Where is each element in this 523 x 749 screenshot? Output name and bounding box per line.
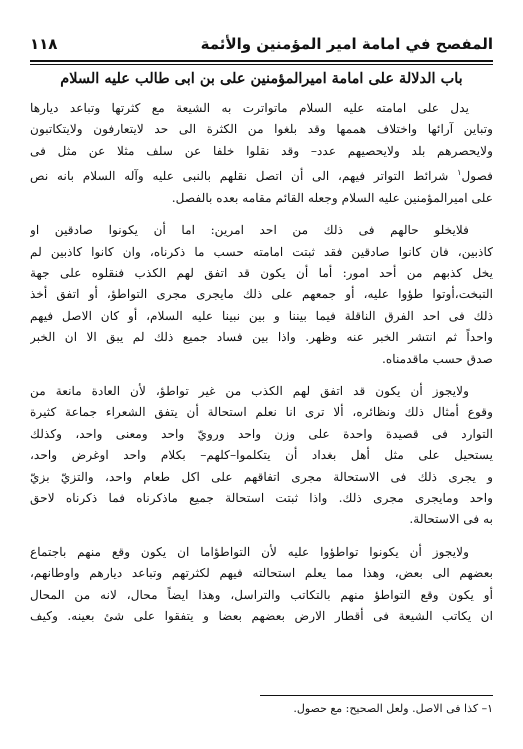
running-title: المفصح في امامة امير المؤمنين والأئمة bbox=[200, 35, 493, 53]
header-rule-thin bbox=[30, 64, 493, 65]
text-line: التبخت،أوتوا طؤوا عليه، أو جمعهم على ذلك مايجرى مجرى التواطؤ، أو اتفق أخذ bbox=[30, 287, 493, 302]
text-line: ولايجوز أن يكون قد اتفق لهم الكذب من غير تواطؤ، لأن العادة مانعة من bbox=[30, 383, 469, 398]
text-line: و يجرى ذلك فى الاستحالة مجرى اتفاقهم على اكل طعام واحد، والتزيّ بزيّ bbox=[30, 469, 493, 484]
text-line: ولايحصرهم بلد ولايحصيهم عدد– وقد نقلوا خلفا عن سلف مثلا عن مثل فى bbox=[30, 143, 493, 158]
text-line: أو يكون وقع التواطؤ منهم بالتكاتب والتراسل، وهذا ايضاً محال، لانه من المحال bbox=[30, 587, 493, 602]
text-line: صدق حسب ماقدمناه. bbox=[382, 351, 493, 366]
paragraph-1 bbox=[30, 98, 493, 209]
text-line: وتباين آرائها واختلاف هممها وقد بلغوا من الكثرة الى حد لايتعارفون ولايتكاتبون bbox=[30, 122, 493, 137]
text-line-with-footnote-mark bbox=[30, 162, 493, 187]
paragraph-4 bbox=[30, 542, 493, 628]
text-line: ولايجوز أن يكونوا تواطؤوا عليه لأن التواطؤاما ان يكون وقع منهم باجتماع bbox=[30, 544, 469, 559]
paragraph-3 bbox=[30, 381, 493, 531]
running-header bbox=[30, 32, 493, 56]
text-line: يدل على امامته عليه السلام ماتواترت به الشيعة مع كثرتها وتباعد ديارها bbox=[30, 101, 469, 115]
footnote-mark: ١ bbox=[457, 168, 462, 178]
text-line: واحداً ثم انتشر الخبر عنه وظهر. واذا بين فساد جميع ذلك لم يبق الا ان الخبر bbox=[30, 330, 493, 345]
text-line: كاذبين، فان كانوا صادقين فقد ثبتت امامته حسب ما ذكرناه، وان كانوا كاذبين لم bbox=[30, 244, 493, 259]
text-line: واحد ومايجرى مجرى ذلك. واذا ثبتت استحالة جميع ماذكرناه فما ذكرناه لاحق bbox=[30, 490, 493, 505]
paragraph-2 bbox=[30, 220, 493, 370]
text-line: ذلك فى احد الفرق الناقلة فيما بيننا و بين نبينا عليه السلام، أو كان الاصل فيهم bbox=[30, 308, 493, 323]
text-line: فلايخلو حالهم فى ذلك من احد امرين: اما أن يكونوا صادقين او bbox=[30, 223, 469, 238]
footnote: ١– كذا فى الاصل. ولعل الصحيح: مع حصول. bbox=[293, 702, 493, 715]
text-line: التوارد فى قصيدة واحدة على وزن واحد ورويّ واحد ومعنى واحد، وكذلك bbox=[30, 426, 493, 441]
footnote-rule bbox=[260, 695, 493, 696]
page-number: ١١٨ bbox=[30, 35, 58, 53]
text-line: بعضهم الى بعض، وهذا مما يعلم استحالته فيهم لكثرتهم وتباعد ديارهم واوطانهم، bbox=[30, 566, 493, 581]
section-heading: باب الدلالة على امامة اميرالمؤمنين على بن ابى طالب عليه السلام bbox=[60, 70, 463, 87]
text-line: على اميرالمؤمنين عليه السلام وجعله القائم مقامه بعده بالفصل. bbox=[171, 190, 493, 205]
text-line: يخل كذبهم من أحد امور: أما أن يكون قد اتفق لهم الكذب فنقلوه على جهة bbox=[30, 265, 493, 280]
text-fragment: فصول bbox=[461, 169, 493, 184]
header-rule bbox=[30, 60, 493, 62]
text-line: به فى الاستحالة. bbox=[409, 512, 493, 527]
body-text bbox=[30, 98, 493, 638]
text-line: وقوع أمثال ذلك ونظائره، ألا ترى انا نعلم استحالة أن يتفق الشعراء جماعة كثيرة bbox=[30, 405, 493, 420]
text-fragment: شرائط التواتر فيهم، الى أن اتصل نقلهم بالنبى عليه وآله السلام بانه نص bbox=[30, 169, 458, 184]
text-line: ان يكاتب الشيعة فى أقطار الارض بعضهم بعضا و يتفقوا على شئ بعينه. وكيف bbox=[30, 609, 493, 623]
text-line: يستحيل على مثل أهل بغداد أن يتكلموا–كلهم– بكلام واحد اوغرض واحد، bbox=[30, 448, 493, 463]
